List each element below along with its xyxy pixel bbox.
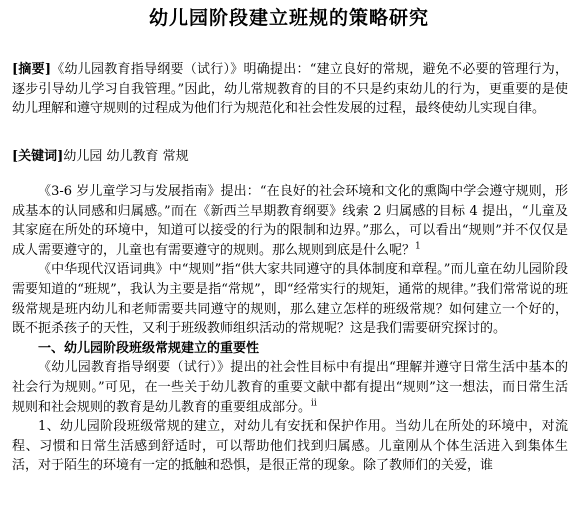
body-paragraph <box>12 182 568 260</box>
section-heading: 一、幼儿园阶段班级常规建立的重要性 <box>38 340 260 356</box>
body-paragraph <box>12 417 568 476</box>
abstract <box>12 60 568 119</box>
abstract-label: [摘要] <box>12 62 52 77</box>
footnote-ref[interactable]: ii <box>311 398 317 409</box>
keywords-label: [关键词] <box>12 149 64 164</box>
document-body <box>12 182 568 476</box>
paragraph-text: 1、幼儿园阶段班级常规的建立，对幼儿有安抚和保护作用。当幼儿在所处的环境中，对流程、习惯和日常生活感到舒适时，可以帮助他们找到归属感。儿童刚从个体生活进入到集体生活，对于陌生的环境有一定的抵触和恐惧，是很正常的现象。除了教师们的关爱，谁 <box>12 419 568 474</box>
keywords <box>12 147 568 167</box>
body-paragraph <box>12 260 568 338</box>
keywords-text: 幼儿园 幼儿教育 常规 <box>63 149 189 164</box>
paragraph-text: 《中华现代汉语词典》中“规则”指“供大家共同遵守的具体制度和章程。”而儿童在幼儿园阶段需要知道的“班规”，我认为主要是指“常规”，即“经常实行的规矩，通常的规律。”我们常常说的班级常规是班内幼儿和老师需要共同遵守的规则，那么建立怎样的班级常规？如何建立一个好的，既不扼杀孩子的天性，又利于班级教师组织活动的常规呢？这是我们需要研究探讨的。 <box>12 262 568 337</box>
paragraph-text: 《3-6 岁儿童学习与发展指南》提出：“在良好的社会环境和文化的熏陶中学会遵守规则，形成基本的认同感和归属感。”而在《新西兰早期教育纲要》线索 2 归属感的目标 4 提出，“儿童及其家庭在所处的环境中，知道可以接受的行为的限制和边界。”那么，可以看出“规则”并不仅仅是成人需要遵守的，儿童也有需要遵守的规则。那么规则到底是什么呢？ <box>12 184 568 258</box>
footnote-ref[interactable]: 1 <box>415 241 421 252</box>
document-title: 幼儿园阶段建立班规的策略研究 <box>148 7 429 29</box>
abstract-text: 《幼儿园教育指导纲要（试行）》明确提出：“建立良好的常规，避免不必要的管理行为，逐步引导幼儿学习自我管理。”因此，幼儿常规教育的目的不只是约束幼儿的行为，更重要的是使幼儿理解和遵守规则的过程成为他们行为规范化和社会性发展的过程，最终使幼儿实现自律。 <box>12 62 568 117</box>
paragraph-text: 《幼儿园教育指导纲要（试行）》提出的社会性目标中有提出“理解并遵守日常生活中基本的社会行为规则。”可见，在一些关于幼儿教育的重要文献中都有提出“规则”这一想法，而日常生活规则和社会规则的教育是幼儿教育的重要组成部分。 <box>12 360 568 415</box>
body-paragraph <box>12 358 568 417</box>
